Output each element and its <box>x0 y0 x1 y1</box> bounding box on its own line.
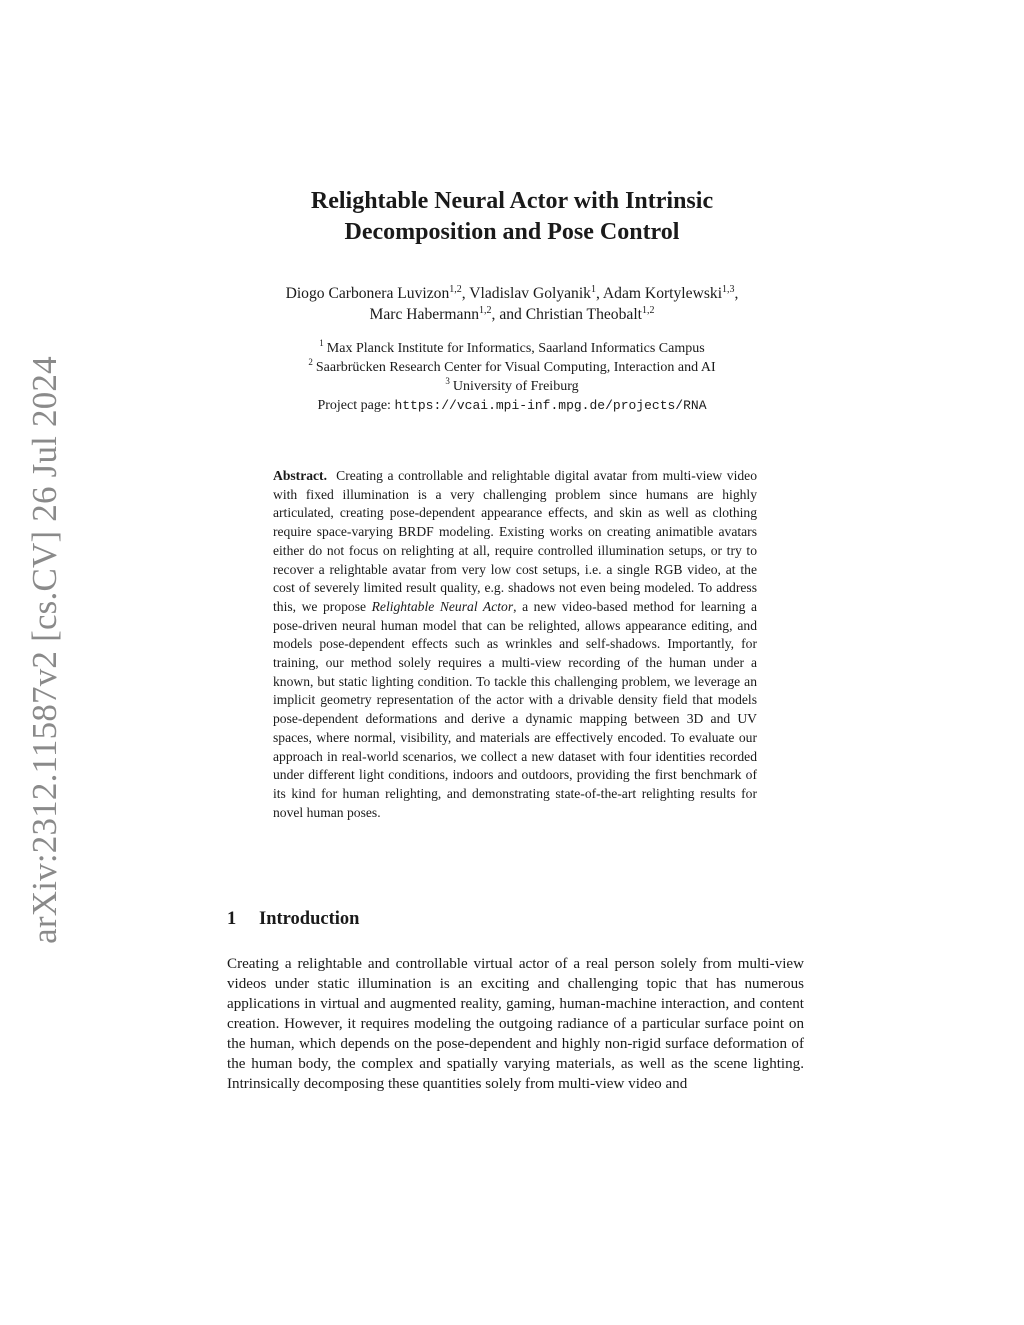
abstract-text-part-2: , a new video-based method for learning a pose-driven neural human model that can be relighted, allows appearance editing, and models pose-dependent effects such as wrinkles and self-shadows. Importantly, for training, our method solely requires a multi-view recording of the human under a known, but static lighting condition. To tackle this challenging problem, we leverage an implicit geometry representation of the actor with a drivable density field that models pose-dependent deformations and derive a dynamic mapping between 3D and UV spaces, where normal, visibility, and materials are effectively encoded. To evaluate our approach in real-world scenarios, we collect a new dataset with four identities recorded under different light conditions, indoors and outdoors, providing the first benchmark of its kind for human relighting, and demonstrating state-of-the-art relighting results for novel human poses. <box>273 598 757 820</box>
author-line-2 <box>212 304 812 325</box>
affiliation-text: Saarbrücken Research Center for Visual Computing, Interaction and AI <box>315 360 716 375</box>
abstract-text-part-1: Creating a controllable and relightable digital avatar from multi-view video with fixed illumination is a very challenging problem since humans are highly articulated, creating pose-dependent appearance effects, and skin as well as clothing require space-varying BRDF modeling. Existing works on creating animatible avatars either do not focus on relighting at all, require controlled illumination setups, or try to recover a relightable avatar from very low cost setups, i.e. a single RGB video, at the cost of severely limited result quality, e.g. shadows not even being modeled. To address this, we propose <box>273 468 757 614</box>
author-line-1 <box>212 283 812 304</box>
affiliation-number: 2 <box>308 357 313 368</box>
abstract-method-name: Relightable Neural Actor <box>371 598 514 614</box>
paper-title-line-1: Relightable Neural Actor with Intrinsic <box>310 188 714 214</box>
abstract-paragraph <box>273 467 757 822</box>
author-affiliation-marker: 1,2 <box>449 283 462 295</box>
affiliation-text: Max Planck Institute for Informatics, Saarland Informatics Campus <box>326 341 705 356</box>
author-name: Vladislav Golyanik <box>469 285 591 302</box>
introduction-paragraph: Creating a relightable and controllable virtual actor of a real person solely from multi-view videos under static illumination is an exciting and challenging topic that has numerous applications in virtual and augmented reality, gaming, human-machine interaction, and content creation. However, it requires modeling the outgoing radiance of a particular surface point on the human, which depends on the pose-dependent and highly non-rigid surface deformation of the human body, the complex and spatially varying materials, as well as the scene lighting. Intrinsically decomposing these quantities solely from multi-view video and <box>227 956 804 1092</box>
affiliation-item <box>212 377 812 396</box>
author-name: Marc Habermann <box>369 306 480 323</box>
author-list <box>212 283 812 325</box>
author-separator: , <box>595 285 603 302</box>
project-page-link[interactable]: https://vcai.mpi-inf.mpg.de/projects/RNA <box>394 398 707 413</box>
author-separator: , and <box>491 306 526 323</box>
author-affiliation-marker: 1 <box>590 283 596 295</box>
author-name: Adam Kortylewski <box>602 285 723 302</box>
arxiv-identifier-stamp <box>0 0 64 944</box>
paper-title <box>212 186 812 248</box>
affiliation-item <box>212 358 812 377</box>
author-name: Christian Theobalt <box>525 306 642 323</box>
paper-title-line-2: Decomposition and Pose Control <box>344 219 680 245</box>
abstract-label: Abstract. <box>273 468 327 483</box>
affiliation-list <box>212 339 812 415</box>
section-heading-introduction <box>227 907 359 931</box>
project-page-label: Project page: <box>317 398 395 413</box>
author-affiliation-marker: 1,3 <box>722 283 735 295</box>
author-affiliation-marker: 1,2 <box>479 304 492 316</box>
section-title: Introduction <box>259 909 360 929</box>
author-separator: , <box>461 285 470 302</box>
arxiv-identifier-text: arXiv:2312.11587v2 [cs.CV] 26 Jul 2024 <box>25 356 64 944</box>
affiliation-number: 3 <box>445 376 450 387</box>
author-separator: , <box>734 285 739 302</box>
author-affiliation-marker: 1,2 <box>641 304 655 316</box>
section-number: 1 <box>227 909 237 929</box>
affiliation-text: University of Freiburg <box>452 379 579 394</box>
project-page-line <box>212 396 812 415</box>
author-name: Diogo Carbonera Luvizon <box>285 285 450 302</box>
affiliation-item <box>212 339 812 358</box>
affiliation-number: 1 <box>319 338 324 349</box>
